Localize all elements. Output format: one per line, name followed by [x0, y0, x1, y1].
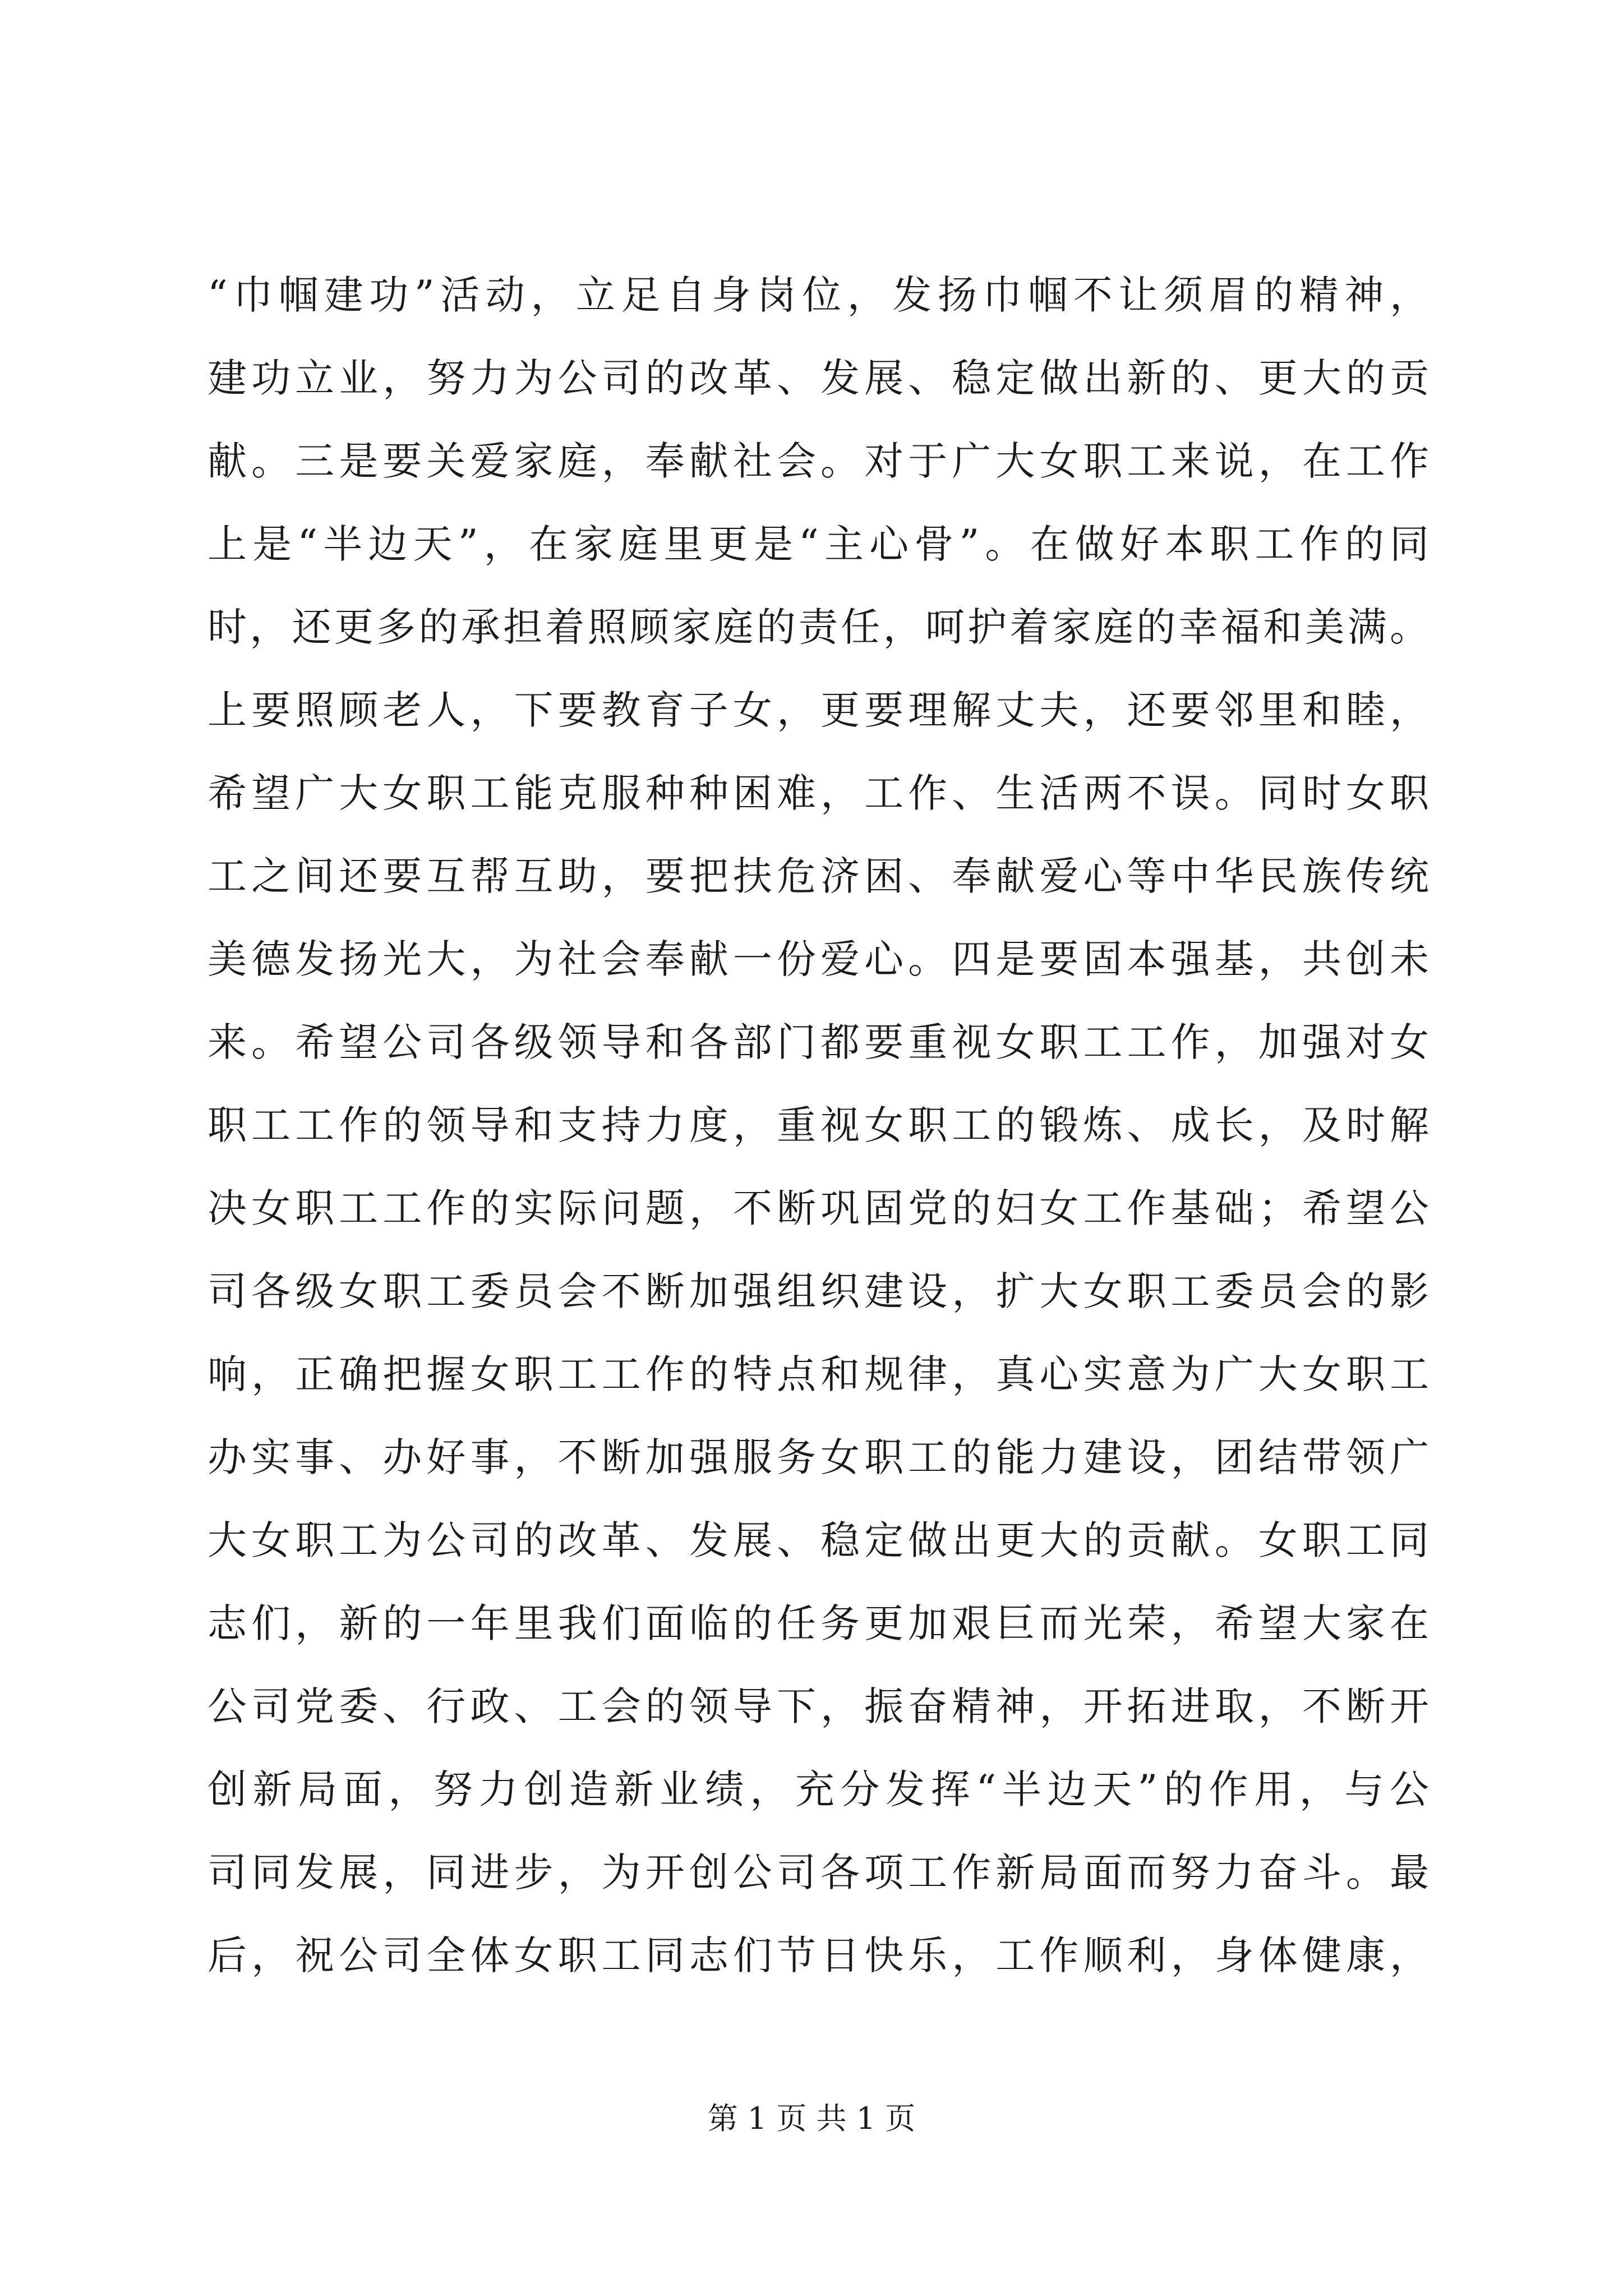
text-line: 工之间还要互帮互助，要把扶危济困、奉献爱心等中华民族传统	[208, 853, 1430, 899]
text-line: 志们，新的一年里我们面临的任务更加艰巨而光荣，希望大家在	[208, 1600, 1430, 1646]
text-line: 献。三是要关爱家庭，奉献社会。对于广大女职工来说，在工作	[208, 438, 1430, 484]
text-line: 后，祝公司全体女职工同志们节日快乐，工作顺利，身体健康，	[208, 1932, 1430, 1978]
text-line: 响，正确把握女职工工作的特点和规律，真心实意为广大女职工	[208, 1351, 1430, 1397]
text-line: 大女职工为公司的改革、发展、稳定做出更大的贡献。女职工同	[208, 1517, 1430, 1563]
text-line: 美德发扬光大，为社会奉献一份爱心。四是要固本强基，共创未	[208, 936, 1430, 982]
text-line: 建功立业，努力为公司的改革、发展、稳定做出新的、更大的贡	[208, 355, 1430, 401]
text-line: 公司党委、行政、工会的领导下，振奋精神，开拓进取，不断开	[208, 1683, 1430, 1729]
body-text	[208, 254, 1430, 1997]
text-line: 希望广大女职工能克服种种困难，工作、生活两不误。同时女职	[208, 770, 1430, 816]
text-line: “巾帼建功”活动，立足自身岗位，发扬巾帼不让须眉的精神，	[208, 272, 1430, 318]
text-line: 职工工作的领导和支持力度，重视女职工的锻炼、成长，及时解	[208, 1102, 1430, 1148]
text-line: 上是“半边天”，在家庭里更是“主心骨”。在做好本职工作的同	[208, 521, 1430, 567]
page-footer: 第 1 页 共 1 页	[707, 2101, 916, 2136]
text-line: 时，还更多的承担着照顾家庭的责任，呵护着家庭的幸福和美满。	[208, 604, 1430, 650]
text-line: 司同发展，同进步，为开创公司各项工作新局面而努力奋斗。最	[208, 1849, 1430, 1895]
text-line: 来。希望公司各级领导和各部门都要重视女职工工作，加强对女	[208, 1019, 1430, 1065]
text-line: 决女职工工作的实际问题，不断巩固党的妇女工作基础；希望公	[208, 1185, 1430, 1231]
text-line: 上要照顾老人，下要教育子女，更要理解丈夫，还要邻里和睦，	[208, 687, 1430, 733]
text-line: 司各级女职工委员会不断加强组织建设，扩大女职工委员会的影	[208, 1268, 1430, 1314]
text-line: 创新局面，努力创造新业绩，充分发挥“半边天”的作用，与公	[208, 1766, 1430, 1812]
text-line: 办实事、办好事，不断加强服务女职工的能力建设，团结带领广	[208, 1434, 1430, 1480]
